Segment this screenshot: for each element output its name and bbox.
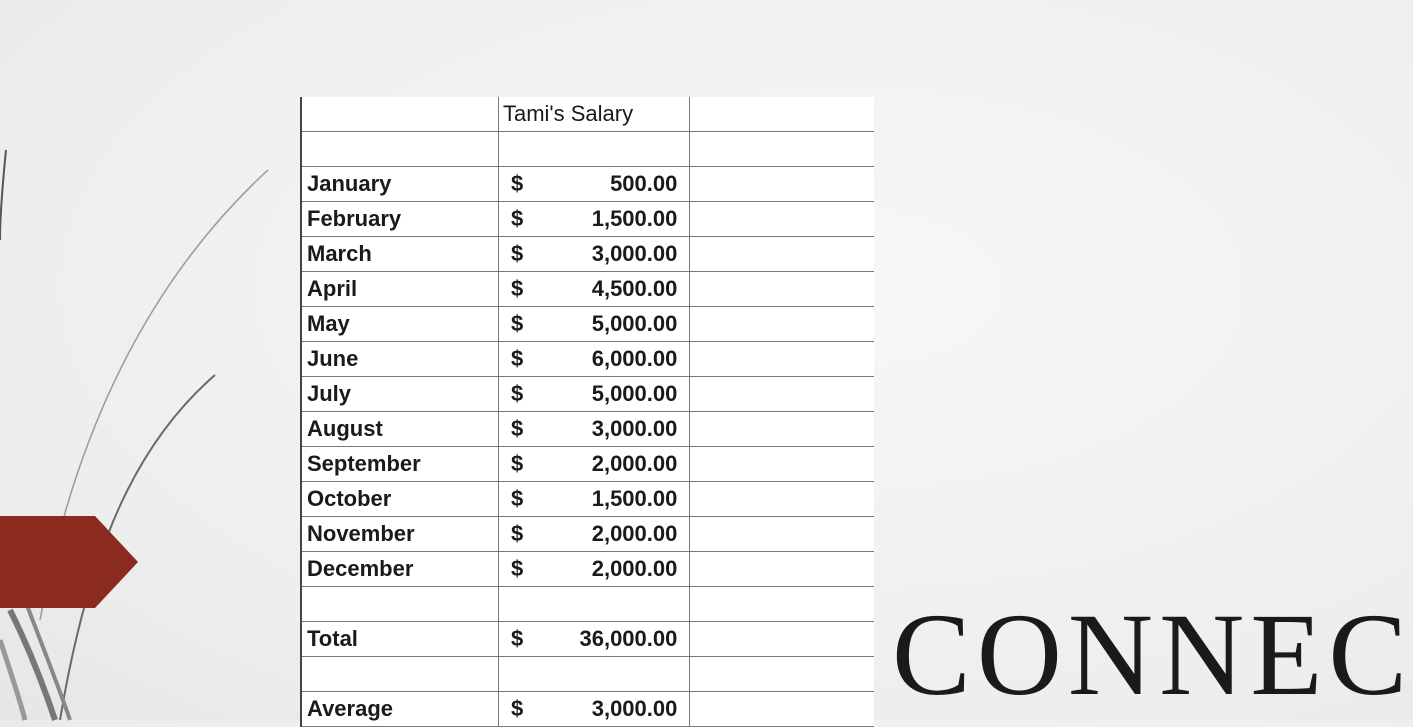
cell-label[interactable] (301, 587, 498, 622)
cell-label[interactable] (301, 272, 498, 307)
blank-row (301, 657, 874, 692)
amount-value: 5,000.00 (591, 381, 678, 406)
cell-amount[interactable] (498, 552, 689, 587)
cell-empty[interactable] (690, 132, 874, 167)
row-label: Average (307, 696, 394, 721)
table-header-row (301, 97, 874, 132)
table-row-month (301, 447, 874, 482)
cell-empty[interactable] (690, 587, 874, 622)
cell-empty[interactable] (690, 272, 874, 307)
cell-empty[interactable] (690, 237, 874, 272)
table-row-month (301, 552, 874, 587)
cell-label[interactable] (301, 552, 498, 587)
cell-empty[interactable] (690, 657, 874, 692)
cell-label[interactable] (301, 377, 498, 412)
table-row-month (301, 202, 874, 237)
cell-empty[interactable] (690, 622, 874, 657)
decorative-grass-lines (0, 0, 300, 720)
currency-symbol: $ (510, 486, 524, 511)
blank-row (301, 132, 874, 167)
amount-value: 2,000.00 (591, 451, 678, 476)
row-label: April (307, 276, 358, 301)
row-label: January (307, 171, 392, 196)
table-row-month (301, 272, 874, 307)
salary-table (300, 97, 874, 727)
row-label: November (307, 521, 415, 546)
table-row-month (301, 307, 874, 342)
currency-symbol: $ (510, 696, 524, 721)
cell-amount[interactable] (498, 412, 689, 447)
cell-label[interactable] (301, 657, 498, 692)
currency-symbol: $ (510, 381, 524, 406)
average-row (301, 692, 874, 727)
cell-label[interactable] (301, 202, 498, 237)
table-row-month (301, 237, 874, 272)
amount-value: 1,500.00 (591, 206, 678, 231)
amount-value: 36,000.00 (579, 626, 678, 651)
cell-label[interactable] (301, 517, 498, 552)
brand-logo-text: CONNEC (892, 589, 1413, 720)
cell-label[interactable] (301, 132, 498, 167)
cell-label[interactable] (301, 692, 498, 727)
row-label: October (307, 486, 392, 511)
cell-label[interactable] (301, 447, 498, 482)
cell-amount[interactable] (498, 167, 689, 202)
row-label: May (307, 311, 350, 336)
cell-header[interactable] (498, 97, 689, 132)
currency-symbol: $ (510, 241, 524, 266)
cell-label[interactable] (301, 342, 498, 377)
currency-symbol: $ (510, 626, 524, 651)
cell-empty[interactable] (690, 482, 874, 517)
cell-amount[interactable] (498, 202, 689, 237)
salary-spreadsheet (300, 97, 874, 727)
cell-amount[interactable] (498, 132, 689, 167)
cell-label[interactable] (301, 237, 498, 272)
cell-label[interactable] (301, 307, 498, 342)
cell-empty[interactable] (690, 167, 874, 202)
cell-amount[interactable] (498, 692, 689, 727)
cell-label[interactable] (301, 622, 498, 657)
red-arrow-shape (0, 516, 138, 608)
cell-label[interactable] (301, 482, 498, 517)
blank-row (301, 587, 874, 622)
currency-symbol: $ (510, 451, 524, 476)
table-row-month (301, 377, 874, 412)
row-label: June (307, 346, 359, 371)
amount-value: 3,000.00 (591, 416, 678, 441)
cell-amount[interactable] (498, 307, 689, 342)
cell-empty[interactable] (690, 377, 874, 412)
column-header: Tami's Salary (502, 101, 634, 126)
amount-value: 5,000.00 (591, 311, 678, 336)
amount-value: 6,000.00 (591, 346, 678, 371)
cell-label[interactable] (301, 412, 498, 447)
amount-value: 2,000.00 (591, 521, 678, 546)
amount-value: 1,500.00 (591, 486, 678, 511)
amount-value: 500.00 (610, 171, 678, 196)
currency-symbol: $ (510, 346, 524, 371)
row-label: February (307, 206, 402, 231)
currency-symbol: $ (510, 276, 524, 301)
currency-symbol: $ (510, 171, 524, 196)
amount-value: 3,000.00 (591, 241, 678, 266)
cell-empty[interactable] (690, 342, 874, 377)
cell-amount[interactable] (498, 272, 689, 307)
currency-symbol: $ (510, 556, 524, 581)
cell-amount[interactable] (498, 447, 689, 482)
cell-amount[interactable] (498, 517, 689, 552)
cell-amount[interactable] (498, 657, 689, 692)
cell-empty[interactable] (690, 307, 874, 342)
cell-amount[interactable] (498, 482, 689, 517)
total-row (301, 622, 874, 657)
cell-amount[interactable] (498, 237, 689, 272)
cell-amount[interactable] (498, 587, 689, 622)
currency-symbol: $ (510, 206, 524, 231)
cell-empty[interactable] (690, 517, 874, 552)
cell-empty[interactable] (690, 412, 874, 447)
currency-symbol: $ (510, 521, 524, 546)
cell-empty[interactable] (690, 447, 874, 482)
amount-value: 3,000.00 (591, 696, 678, 721)
table-row-month (301, 412, 874, 447)
table-row-month (301, 167, 874, 202)
cell-amount[interactable] (498, 342, 689, 377)
row-label: September (307, 451, 421, 476)
table-row-month (301, 342, 874, 377)
cell-amount[interactable] (498, 377, 689, 412)
table-row-month (301, 517, 874, 552)
cell-label[interactable] (301, 167, 498, 202)
amount-value: 4,500.00 (591, 276, 678, 301)
currency-symbol: $ (510, 416, 524, 441)
cell-label[interactable] (301, 97, 498, 132)
cell-empty[interactable] (690, 692, 874, 727)
amount-value: 2,000.00 (591, 556, 678, 581)
row-label: December (307, 556, 414, 581)
cell-empty[interactable] (690, 552, 874, 587)
cell-empty[interactable] (690, 97, 874, 132)
row-label: August (307, 416, 383, 441)
row-label: July (307, 381, 352, 406)
currency-symbol: $ (510, 311, 524, 336)
row-label: Total (307, 626, 358, 651)
cell-empty[interactable] (690, 202, 874, 237)
cell-amount[interactable] (498, 622, 689, 657)
table-row-month (301, 482, 874, 517)
row-label: March (307, 241, 372, 266)
